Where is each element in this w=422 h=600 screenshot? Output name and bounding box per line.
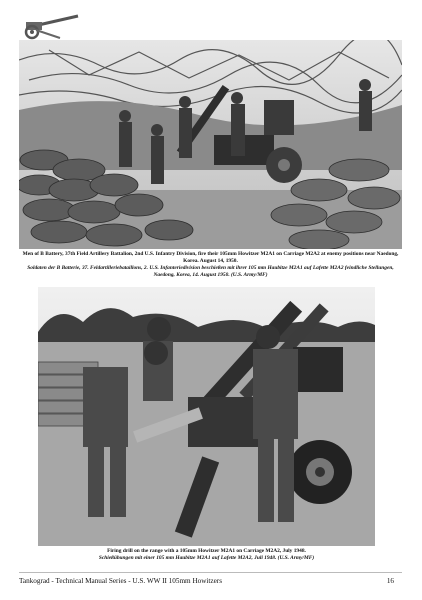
- photo2-caption: [38, 548, 375, 562]
- korea-battery-photo: [19, 40, 402, 249]
- series-title: Tankograd - Technical Manual Series - U.S. WW II 105mm Howitzers: [19, 577, 222, 585]
- photo2-caption-english: Firing drill on the range with a 105mm Howitzer M2A1 on Carriage M2A2, July 1948.: [107, 548, 306, 554]
- firing-drill-photo: [38, 287, 375, 546]
- page-footer: [19, 572, 402, 585]
- page-number: 16: [386, 577, 394, 585]
- photo2-caption-german: Schießübungen mit einer 105 mm Haubitze M2A1 auf Lafette M2A2, Juli 1948. (U.S. Army/MF): [98, 555, 315, 561]
- photo1-caption-german: Soldaten der B Batterie, 37. Feldartilleriebataillons, 2. U.S. Infanteriedivision beschießen mit ihrer 105 mm Haubitze M2A1 auf Lafette M2A2 feindliche Stellungen, Naedong, Korea, 14. August 1950. (U.S. Army/MF): [27, 265, 394, 278]
- photo1-caption: [19, 251, 402, 279]
- photo1-caption-english: Men of B Battery, 37th Field Artillery Battalion, 2nd U.S. Infantry Division, fire their 105mm Howitzer M2A1 on Carriage M2A2 at enemy positions near Naedong, Korea. August 14, 1950.: [22, 251, 399, 264]
- howitzer-logo-icon: [20, 10, 82, 40]
